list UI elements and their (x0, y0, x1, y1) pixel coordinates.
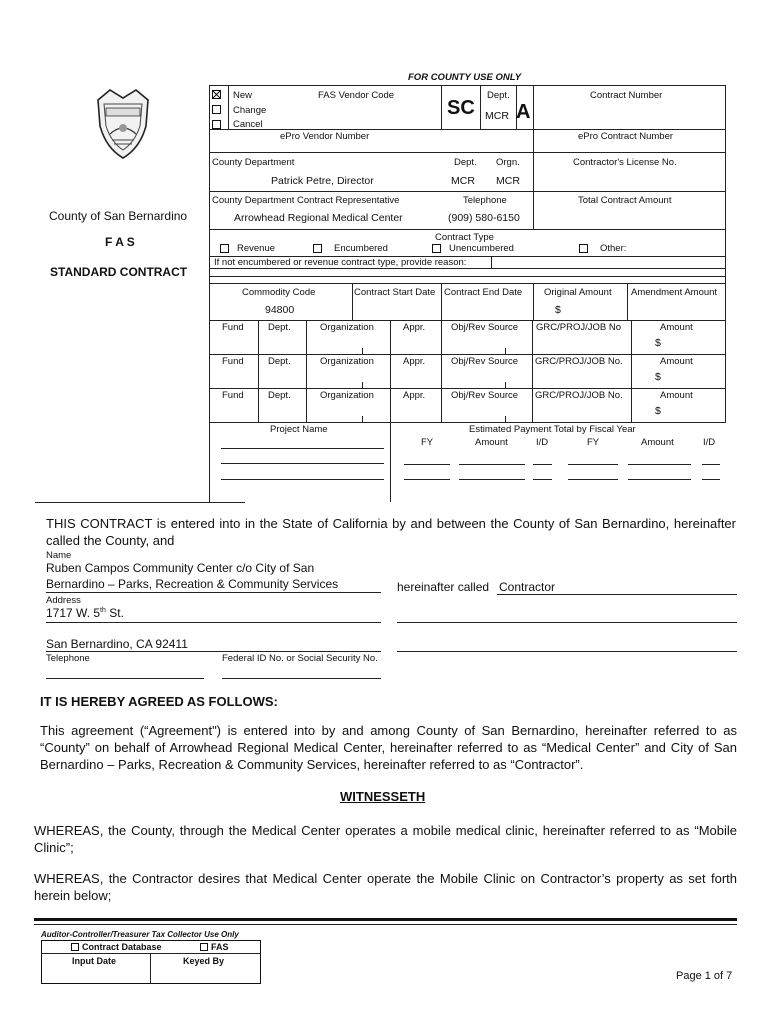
fas-title: F A S (105, 235, 135, 249)
footer-rule-thin (34, 924, 737, 925)
telephone-label: Telephone (463, 195, 507, 206)
original-amount-label: Original Amount (544, 287, 612, 298)
page-number: Page 1 of 7 (676, 970, 733, 982)
fy2-label: FY (587, 437, 600, 448)
encumbered-checkbox[interactable] (313, 244, 322, 253)
fy1-label: FY (421, 437, 434, 448)
orgn-label: Orgn. (496, 157, 520, 168)
fund-appr-label: Appr. (403, 356, 426, 367)
rep-label: County Department Contract Representative (212, 195, 400, 206)
cancel-label: Cancel (233, 119, 263, 130)
form-right-border (725, 85, 726, 283)
form-bottom-left (35, 502, 245, 503)
epro-vendor-label: ePro Vendor Number (280, 131, 370, 142)
county-dept-value: Patrick Petre, Director (271, 175, 374, 187)
form-left-border (209, 85, 210, 502)
federal-id-label: Federal ID No. or Social Security No. (222, 653, 378, 664)
rep-value: Arrowhead Regional Medical Center (234, 212, 403, 224)
fund-label: Fund (222, 390, 244, 401)
county-name: County of San Bernardino (49, 209, 188, 223)
name-label: Name (46, 550, 72, 561)
fund-dept-label: Dept. (268, 322, 291, 333)
amendment-amount-label: Amendment Amount (631, 287, 718, 298)
whereas-2: WHEREAS, the Contractor desires that Medical Center operate the Mobile Clinic on Contractor’s property as set forth herein below; (34, 871, 737, 903)
telephone2-label: Telephone (46, 653, 90, 664)
unencumbered-label: Unencumbered (449, 243, 514, 254)
commodity-code-value: 94800 (265, 304, 295, 316)
form-top-border (209, 85, 726, 86)
fund-amount-label: Amount (660, 356, 693, 367)
revenue-checkbox[interactable] (220, 244, 229, 253)
city-value: San Bernardino, CA 92411 (46, 637, 188, 651)
id1-label: I/D (536, 437, 549, 448)
auditor-label: Auditor-Controller/Treasurer Tax Collector Use Only (41, 930, 239, 939)
for-county-use-only: FOR COUNTY USE ONLY (408, 72, 522, 83)
footer-rule-thick (34, 918, 737, 921)
dept2-label: Dept. (454, 157, 477, 168)
fas-checkbox[interactable] (200, 943, 208, 951)
id2-label: I/D (703, 437, 716, 448)
witnesseth-heading: WITNESSETH (340, 789, 426, 804)
other-checkbox[interactable] (579, 244, 588, 253)
fund-appr-label: Appr. (403, 322, 426, 333)
change-checkbox[interactable] (212, 105, 221, 114)
amount2-label: Amount (641, 437, 674, 448)
original-amount-value: $ (555, 304, 561, 316)
commodity-code-label: Commodity Code (242, 287, 316, 298)
fund-org-label: Organization (320, 322, 374, 333)
revenue-label: Revenue (237, 243, 276, 254)
orgn-value: MCR (496, 175, 520, 187)
license-label: Contractor's License No. (573, 157, 677, 168)
change-label: Change (233, 105, 267, 116)
fund-label: Fund (222, 356, 244, 367)
telephone-value: (909) 580-6150 (448, 212, 520, 224)
estimated-payment-label: Estimated Payment Total by Fiscal Year (469, 424, 636, 435)
fund-grc-label: GRC/PROJ/JOB No. (535, 390, 623, 401)
contract-intro: THIS CONTRACT is entered into in the State of California by and between the County of San Bernardino, hereinafter called the County, and (46, 516, 736, 548)
unencumbered-checkbox[interactable] (432, 244, 441, 253)
address-label: Address (46, 595, 81, 606)
fund-dept-label: Dept. (268, 356, 291, 367)
fund-org-label: Organization (320, 390, 374, 401)
cancel-checkbox[interactable] (212, 120, 221, 129)
amount1-label: Amount (475, 437, 508, 448)
agreement-paragraph: This agreement (“Agreement") is entered into by and among County of San Bernardino, hereinafter referred to as “County” on behalf of Arrowhead Regional Medical Center, hereinafter referred to as “Medical Center” and City of San Bernardino – Parks, Recreation & Community Services, hereinafter referred to as “Contractor”. (40, 723, 737, 772)
fund-amount-dollar: $ (655, 405, 661, 417)
fund-obj-label: Obj/Rev Source (451, 356, 519, 367)
contract-number-label: Contract Number (590, 90, 663, 101)
name-line-2: Bernardino – Parks, Recreation & Community Services (46, 577, 339, 591)
fund-dept-label: Dept. (268, 390, 291, 401)
agreed-heading: IT IS HEREBY AGREED AS FOLLOWS: (40, 694, 278, 709)
county-seal-icon (90, 86, 156, 162)
dept-label: Dept. (487, 90, 510, 101)
fund-amount-dollar: $ (655, 337, 661, 349)
reason-label: If not encumbered or revenue contract type, provide reason: (214, 257, 467, 268)
fund-label: Fund (222, 322, 244, 333)
fund-appr-label: Appr. (403, 390, 426, 401)
dept-value: MCR (485, 110, 509, 122)
fund-obj-label: Obj/Rev Source (451, 322, 519, 333)
dept2-value: MCR (451, 175, 475, 187)
keyed-by-label: Keyed By (183, 956, 225, 966)
fas-footer-label: FAS (211, 942, 229, 952)
new-checkbox[interactable] (212, 90, 221, 99)
fas-vendor-code-label: FAS Vendor Code (318, 90, 395, 101)
county-dept-label: County Department (212, 157, 295, 168)
new-label: New (233, 90, 253, 101)
total-amount-label: Total Contract Amount (578, 195, 672, 206)
contract-database-checkbox[interactable] (71, 943, 79, 951)
standard-contract-title: STANDARD CONTRACT (50, 265, 188, 279)
name-line-1: Ruben Campos Community Center c/o City of San (46, 561, 315, 575)
sc-code: SC (447, 97, 475, 119)
contractor-value: Contractor (499, 580, 556, 594)
fund-org-label: Organization (320, 356, 374, 367)
input-date-label: Input Date (72, 956, 116, 966)
epro-contract-label: ePro Contract Number (578, 131, 674, 142)
hereinafter-called: hereinafter called (397, 580, 490, 594)
contract-database-label: Contract Database (82, 942, 162, 952)
other-label: Other: (600, 243, 627, 254)
fund-grc-label: GRC/PROJ/JOB No. (535, 356, 623, 367)
end-date-label: Contract End Date (444, 287, 523, 298)
address-value: 1717 W. 5th St. (46, 606, 124, 620)
fund-amount-dollar: $ (655, 371, 661, 383)
start-date-label: Contract Start Date (354, 287, 436, 298)
fund-grc-label: GRC/PROJ/JOB No (536, 322, 621, 333)
encumbered-label: Encumbered (334, 243, 388, 254)
fund-amount-label: Amount (660, 390, 693, 401)
a-code: A (516, 101, 531, 123)
contract-type-label: Contract Type (435, 232, 494, 243)
fund-amount-label: Amount (660, 322, 693, 333)
whereas-1: WHEREAS, the County, through the Medical Center operates a mobile medical clinic, hereinafter referred to as “Mobile Clinic”; (34, 823, 737, 855)
project-name-label: Project Name (270, 424, 328, 435)
fund-obj-label: Obj/Rev Source (451, 390, 519, 401)
